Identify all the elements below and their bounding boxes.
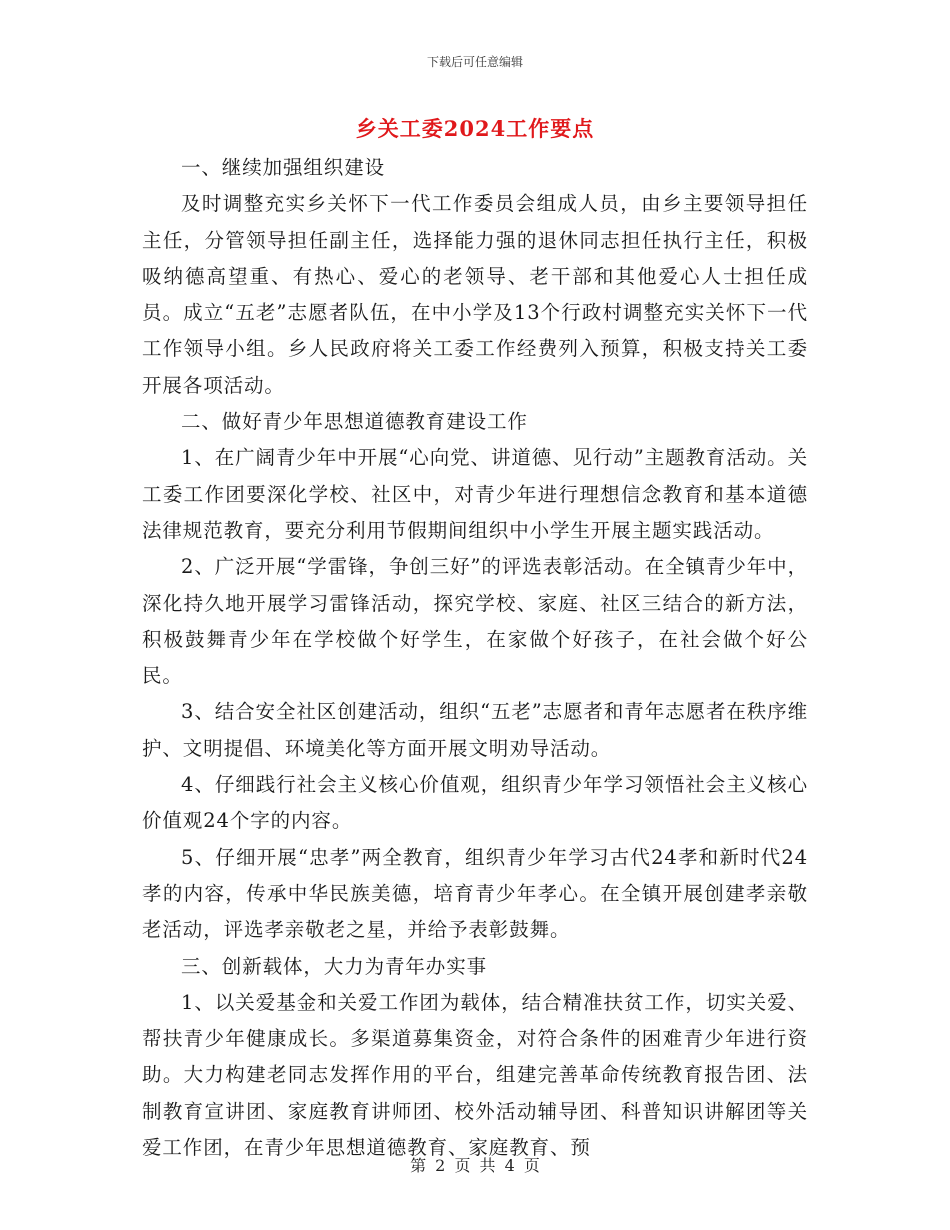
section-heading-2: 二、做好青少年思想道德教育建设工作 xyxy=(181,410,528,434)
paragraph-org-building: 及时调整充实乡关怀下一代工作委员会组成人员，由乡主要领导担任主任，分管领导担任副主任，选择能力强的退休同志担任执行主任，积极吸纳德高望重、有热心、爱心的老领导、老干部和其他爱心人士担任成员。成立“五老”志愿者队伍，在中小学及13个行政村调整充实关怀下一代工作领导小组。乡人民政府将关工委工作经费列入预算，积极支持关工委开展各项活动。 xyxy=(142,192,808,397)
section-heading-1: 一、继续加强组织建设 xyxy=(181,156,386,179)
section-heading-3: 三、创新载体，大力为青年办实事 xyxy=(181,954,488,978)
paragraph-item-2-3: 3、结合安全社区创建活动，组织“五老”志愿者和青年志愿者在秩序维护、文明提倡、环境美化等方面开展文明劝导活动。 xyxy=(142,700,808,760)
paragraph-item-2-2: 2、广泛开展“学雷锋，争创三好”的评选表彰活动。在全镇青少年中，深化持久地开展学习雷锋活动，探究学校、家庭、社区三结合的新方法，积极鼓舞青少年在学校做个好学生，在家做个好孩子，在社会做个好公民。 xyxy=(142,555,808,688)
header-note: 下载后可任意编辑 xyxy=(426,55,523,69)
paragraph-item-2-4: 4、仔细践行社会主义核心价值观，组织青少年学习领悟社会主义核心价值观24个字的内容。 xyxy=(142,773,808,833)
document-title: 乡关工委2024工作要点 xyxy=(355,116,595,141)
paragraph-item-3-1: 1、以关爱基金和关爱工作团为载体，结合精准扶贫工作，切实关爱、帮扶青少年健康成长。多渠道募集资金，对符合条件的困难青少年进行资助。大力构建老同志发挥作用的平台，组建完善革命传统教育报告团、法制教育宣讲团、家庭教育讲师团、校外活动辅导团、科普知识讲解团等关爱工作团，在青少年思想道德教育、家庭教育、预 xyxy=(142,990,808,1160)
page-number-footer: 第 2 页 共 4 页 xyxy=(410,1156,540,1175)
paragraph-item-2-5: 5、仔细开展“忠孝”两全教育，组织青少年学习古代24孝和新时代24孝的内容，传承中华民族美德，培育青少年孝心。在全镇开展创建孝亲敬老活动，评选孝亲敬老之星，并给予表彰鼓舞。 xyxy=(142,845,808,942)
document-body xyxy=(142,150,808,1166)
paragraph-item-2-1: 1、在广阔青少年中开展“心向党、讲道德、见行动”主题教育活动。关工委工作团要深化学校、社区中，对青少年进行理想信念教育和基本道德法律规范教育，要充分利用节假期间组织中小学生开展主题实践活动。 xyxy=(142,446,808,542)
